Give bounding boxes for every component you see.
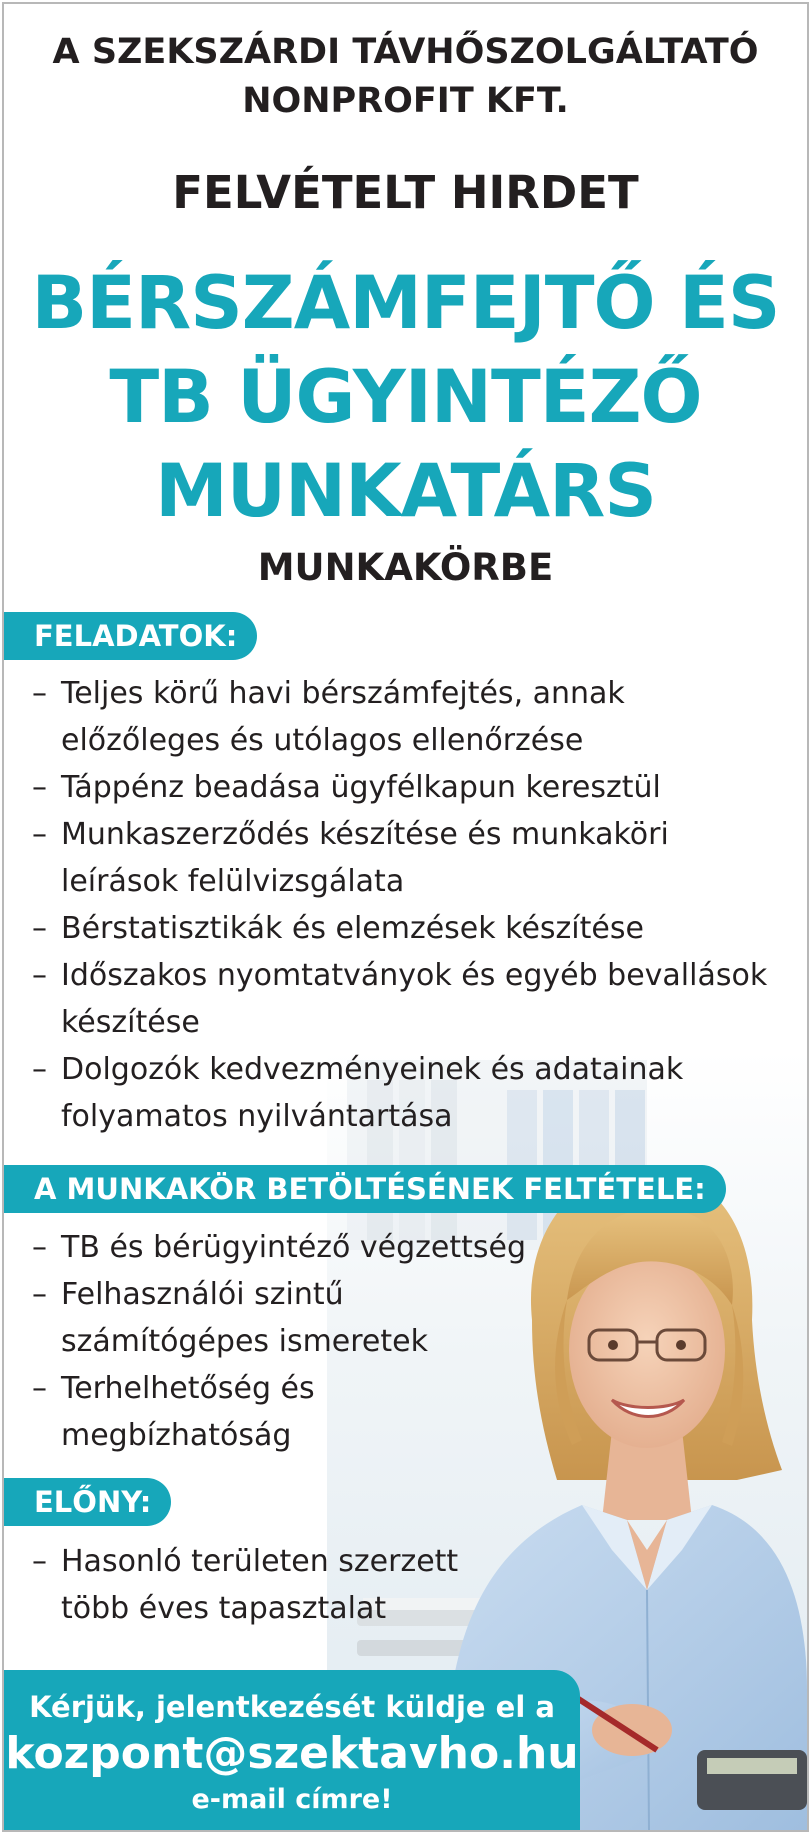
list-item: – Időszakos nyomtatványok és egyéb bevallások készítése — [32, 952, 792, 1046]
contact-email-link[interactable]: kozpont@szektavho.hu — [5, 1728, 579, 1779]
company-name-line1: A SZEKSZÁRDI TÁVHŐSZOLGÁLTATÓ — [52, 32, 759, 72]
list-item: – TB és bérügyintéző végzettség — [32, 1224, 592, 1271]
company-name — [4, 28, 807, 126]
advantage-list — [32, 1538, 512, 1632]
list-item: – Felhasználói szintű számítógépes ismeretek — [32, 1271, 592, 1365]
list-item: – Bérstatisztikák és elemzések készítése — [32, 905, 792, 952]
requirements-label: A MUNKAKÖR BETÖLTÉSÉNEK FELTÉTELE: — [4, 1165, 726, 1213]
job-title — [4, 257, 807, 539]
list-item: – Dolgozók kedvezményeinek és adatainak folyamatos nyilvántartása — [32, 1046, 792, 1140]
position-subtitle: MUNKAKÖRBE — [257, 546, 554, 589]
list-item: – Munkaszerződés készítése és munkaköri leírások felülvizsgálata — [32, 811, 792, 905]
list-item: – Terhelhetőség és megbízhatóság — [32, 1365, 592, 1459]
requirements-list — [32, 1224, 592, 1459]
contact-outro: e-mail címre! — [191, 1784, 393, 1815]
announcement-heading: FELVÉTELT HIRDET — [172, 166, 639, 219]
job-title-line1: BÉRSZÁMFEJTŐ ÉS — [31, 261, 780, 346]
tasks-label: FELADATOK: — [4, 612, 257, 660]
company-name-line2: NONPROFIT KFT. — [242, 81, 569, 121]
advantage-label: ELŐNY: — [4, 1478, 171, 1526]
list-item: – Táppénz beadása ügyfélkapun keresztül — [32, 764, 792, 811]
contact-intro: Kérjük, jelentkezését küldje el a — [29, 1690, 555, 1724]
tasks-list — [32, 670, 792, 1140]
job-title-line3: MUNKATÁRS — [155, 449, 656, 534]
job-advertisement — [2, 2, 809, 1832]
list-item: – Teljes körű havi bérszámfejtés, annak előzőleges és utólagos ellenőrzése — [32, 670, 792, 764]
job-title-line2: TB ÜGYINTÉZŐ — [109, 355, 702, 440]
contact-box — [4, 1670, 580, 1830]
list-item: – Hasonló területen szerzett több éves tapasztalat — [32, 1538, 512, 1632]
